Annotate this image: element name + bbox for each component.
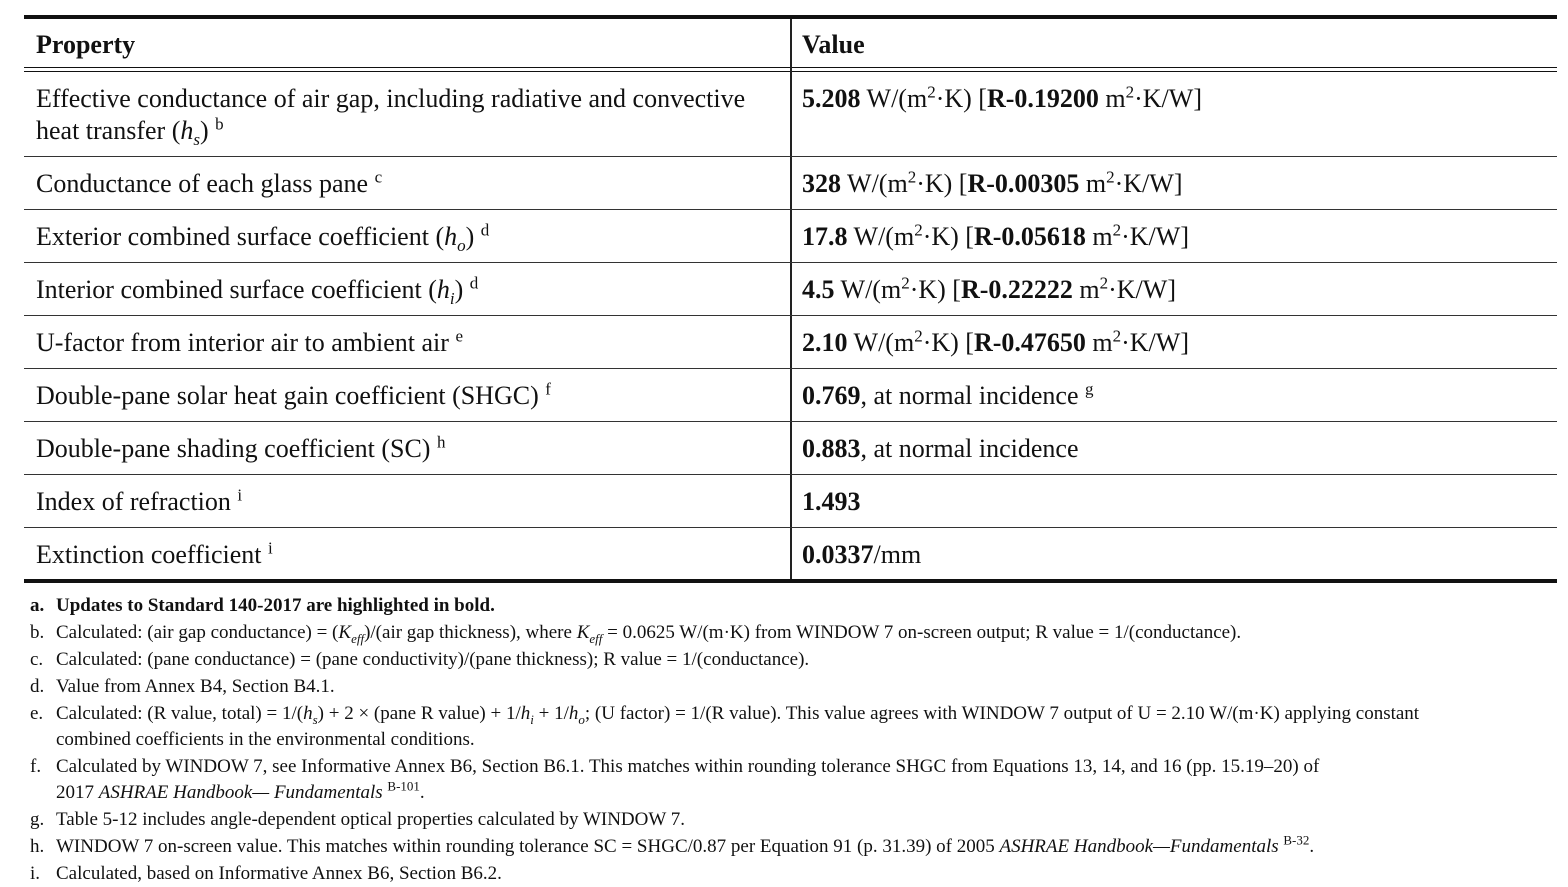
property-cell: Exterior combined surface coefficient $(h_o)$ $^d$ [36,220,490,256]
table-row [24,263,1557,316]
footnote-d: d. Value from Annex B4, Section B4.1. [30,676,335,697]
footnote-e: e. Calculated: (R value, total) = $1/(h_s) + 2$ × (pane R value) + $1/h_i + 1/h_o$; (U factor) = 1/(R value). This value agrees with WINDOW 7 output of U = 2.10 W/(m·K) applying constant combined coefficients in the environmental conditions. [30,703,1420,750]
value-cell: 0.769, at normal incidence $^g$ [802,379,1094,410]
footnote-c: c. Calculated: (pane conductance) = (pane conductivity)/(pane thickness); R value = 1/(conductance). [30,649,810,670]
value-cell: 5.208 $W/(m^2\cdot K)$ [R-0.19200 $m^2\cdot K/W$] [802,82,1202,113]
property-cell: Extinction coefficient $^i$ [36,538,273,569]
header-value: Value [802,30,865,59]
table-row [24,475,1557,528]
footnote-b: b. Calculated: (air gap conductance) = $(K_{eff})/(air$ gap thickness), where $K_{eff} = 0.0625$ W/(m·K) from WINDOW 7 on-screen output; R value = 1/(conductance). [30,622,1242,646]
property-cell: Index of refraction $^i$ [36,485,243,516]
property-cell: Interior combined surface coefficient $(h_i)$ $^d$ [36,273,479,309]
property-cell: Double-pane solar heat gain coefficient (SHGC) $^f$ [36,379,551,410]
property-cell: U-factor from interior air to ambient air $^e$ [36,326,463,357]
table-row [24,210,1557,263]
value-cell: 0.883, at normal incidence [802,434,1079,463]
table-row [24,422,1557,475]
table-row [24,369,1557,422]
table-row [24,157,1557,210]
table-row [24,528,1557,579]
property-cell: Effective conductance of air gap, including radiative and convective heat transfer $(h_s)$ $^b$ [36,84,746,150]
footnote-f: f. Calculated by WINDOW 7, see Informative Annex B6, Section B6.1. This matches within rounding tolerance SHGC from Equations 13, 14, and 16 (pp. 15.19–20) of 2017 ASHRAE Handbook— Fundamentals $^{B-101}$. [30,756,1320,803]
value-cell: 1.493 [802,487,861,516]
value-cell: 17.8 $W/(m^2\cdot K)$ [R-0.05618 $m^2\cdot K/W$] [802,220,1189,251]
table-bottom-rule [24,579,1557,583]
value-cell: 4.5 $W/(m^2\cdot K)$ [R-0.22222 $m^2\cdot K/W$] [802,273,1176,304]
table-footnotes [30,593,1560,887]
property-cell: Double-pane shading coefficient (SC) $^h$ [36,432,446,463]
value-cell: 328 $W/(m^2\cdot K)$ [R-0.00305 $m^2\cdot K/W$] [802,167,1183,198]
footnote-i: i. Calculated, based on Informative Annex B6, Section B6.2. [30,863,502,884]
table-row [24,72,1557,157]
property-cell: Conductance of each glass pane $^c$ [36,167,383,198]
table-row [24,316,1557,369]
value-cell: 2.10 $W/(m^2\cdot K)$ [R-0.47650 $m^2\cdot K/W$] [802,326,1189,357]
footnote-a: a. Updates to Standard 140-2017 are highlighted in bold. [30,595,495,616]
footnote-g: g. Table 5-12 includes angle-dependent optical properties calculated by WINDOW 7. [30,809,685,830]
footnote-h: h. WINDOW 7 on-screen value. This matches within rounding tolerance SC = SHGC/0.87 per Equation 91 (p. 31.39) of 2005 ASHRAE Handbook—Fundamentals $^{B-32}$. [30,832,1315,857]
value-cell: 0.0337/mm [802,540,922,569]
header-property: Property [36,30,136,59]
